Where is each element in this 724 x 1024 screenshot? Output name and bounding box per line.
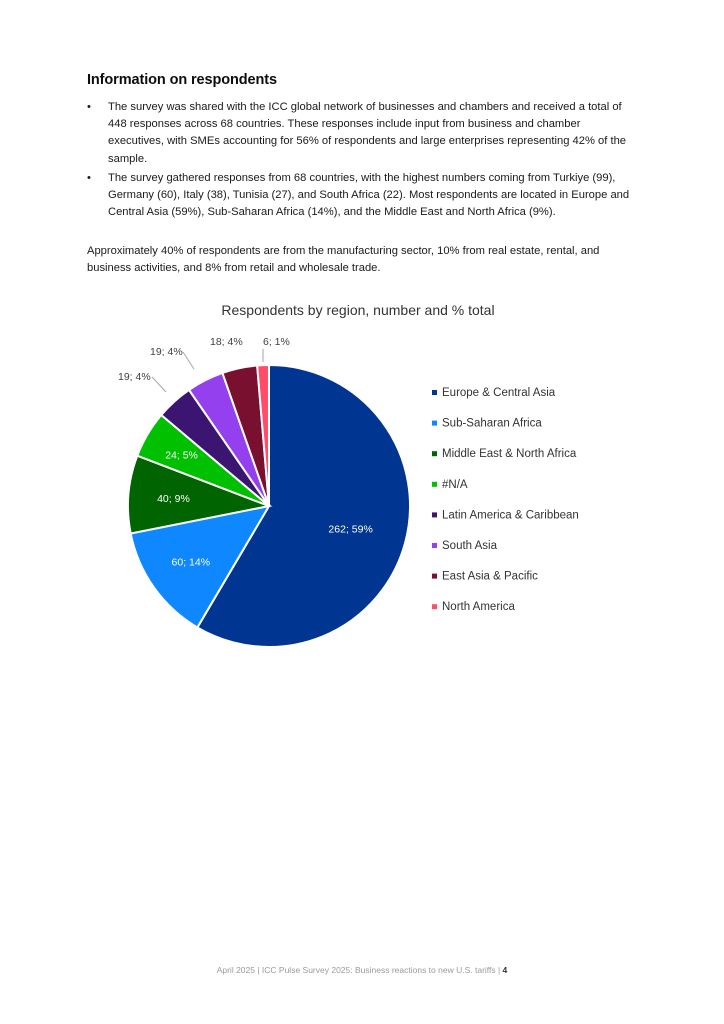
legend-label: Middle East & North Africa bbox=[442, 448, 577, 461]
slice-data-label: 262; 59% bbox=[328, 523, 373, 536]
legend-swatch bbox=[432, 604, 437, 609]
legend-swatch bbox=[432, 421, 437, 426]
slice-data-label: 40; 9% bbox=[157, 492, 190, 505]
bullet-text: The survey was shared with the ICC global network of businesses and chambers and received a total of 448 responses across 68 countries. These responses include input from business and chamber executives, with SMEs accounting for 56% of respondents and large enterprises representing 42% of the sample. bbox=[108, 101, 627, 165]
body-paragraph: Approximately 40% of respondents are from the manufacturing sector, 10% from real estate, rental, and business activities, and 8% from retail and wholesale trade. bbox=[87, 245, 600, 275]
chart-title: Respondents by region, number and % total bbox=[221, 302, 495, 318]
slice-data-label: 19; 4% bbox=[118, 371, 151, 383]
bullet-item bbox=[87, 170, 639, 222]
pie-chart bbox=[0, 290, 724, 670]
page-number: 4 bbox=[502, 965, 508, 975]
legend-label: East Asia & Pacific bbox=[442, 570, 538, 583]
legend-swatch bbox=[432, 390, 437, 395]
slice-data-label: 18; 4% bbox=[210, 336, 243, 348]
legend-swatch bbox=[432, 574, 437, 579]
legend-swatch bbox=[432, 451, 437, 456]
legend-label: North America bbox=[442, 601, 515, 614]
slice-data-label: 6; 1% bbox=[263, 336, 290, 348]
legend-label: Europe & Central Asia bbox=[442, 387, 556, 399]
bullet-item bbox=[87, 99, 639, 168]
slice-data-label: 24; 5% bbox=[165, 449, 198, 462]
legend-label: Sub-Saharan Africa bbox=[442, 417, 542, 430]
label-leader-line bbox=[152, 377, 166, 392]
legend-swatch bbox=[432, 512, 437, 517]
legend-label: Latin America & Caribbean bbox=[442, 509, 579, 522]
legend-swatch bbox=[432, 482, 437, 487]
legend-swatch bbox=[432, 543, 437, 548]
legend-label: South Asia bbox=[442, 540, 497, 552]
slice-data-label: 60; 14% bbox=[171, 556, 211, 569]
bullet-marker: • bbox=[87, 171, 91, 184]
label-leader-line bbox=[183, 352, 194, 369]
footer-text: April 2025 | ICC Pulse Survey 2025: Business reactions to new U.S. tariffs | bbox=[216, 965, 503, 975]
bullet-text: The survey gathered responses from 68 countries, with the highest numbers coming from Turkiye (99), Germany (60), Italy (38), Tunisia (27), and South Africa (22). Most respondents are located in Europe and Central Asia (59%), Sub-Saharan Africa (14%), and the Middle East and North Africa (9%). bbox=[108, 171, 630, 219]
legend-label: #N/A bbox=[442, 478, 468, 491]
section-heading: Information on respondents bbox=[87, 72, 277, 88]
bullet-marker: • bbox=[87, 101, 91, 113]
page-footer bbox=[0, 965, 724, 975]
bullet-list bbox=[87, 99, 639, 223]
slice-data-label: 19; 4% bbox=[150, 346, 183, 358]
